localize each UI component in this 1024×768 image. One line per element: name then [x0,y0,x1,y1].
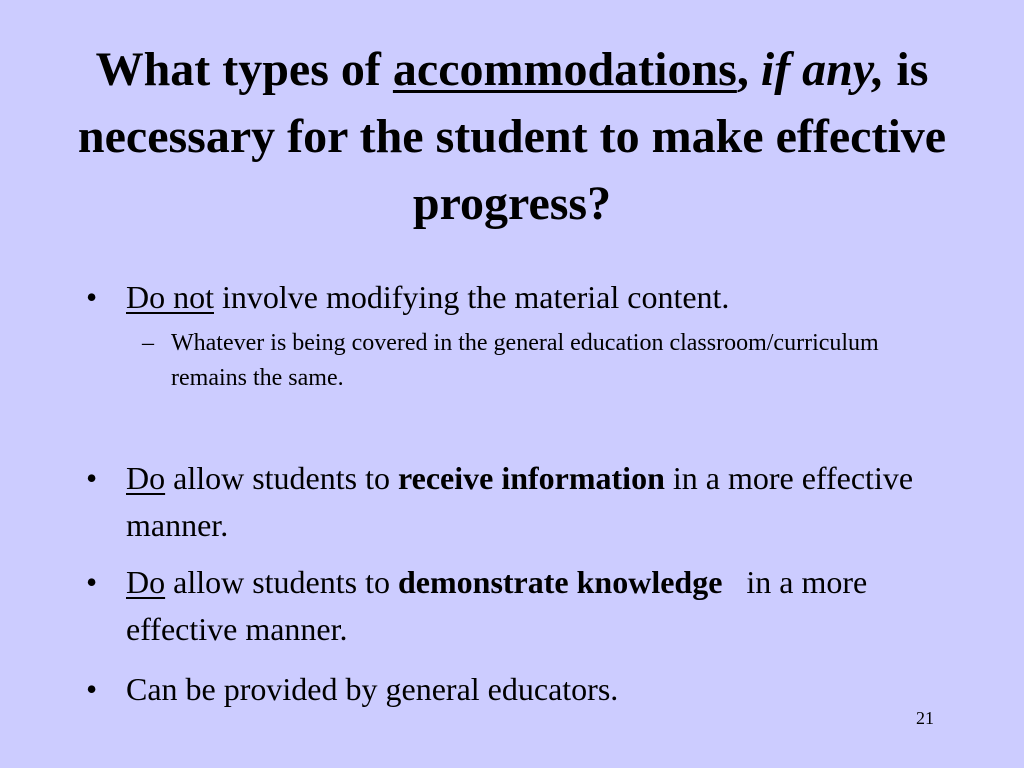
title-part-1: What types of [95,43,393,96]
title-underlined-word: accommodations [392,43,737,96]
bullet-item-1 [86,274,946,321]
title-part-2: , [736,43,761,96]
title-part-3: is necessary for the student to make effective progress? [77,43,947,230]
bullet-underlined: Do [126,460,166,496]
bullet-marker: • [86,279,98,315]
page-number: 21 [916,708,934,728]
bullet-underlined: Do not [126,279,214,315]
bullet-item-3 [86,559,946,653]
slide-title [60,36,964,237]
bullet-text [126,559,946,653]
bullet-text-after-bold: in a more effective manner. [126,564,876,647]
sub-bullet-marker: – [142,330,154,356]
title-italic-phrase: if any, [760,43,885,96]
bullet-text-before-bold: allow students to [165,460,398,496]
bullet-underlined: Do [126,564,166,600]
bullet-item-4 [86,666,946,713]
bullet-bold-phrase: receive information [397,460,665,496]
bullet-marker: • [86,671,98,707]
bullet-bold-phrase: demonstrate knowledge [397,564,723,600]
bullet-marker: • [86,460,98,496]
bullet-text-before-bold: allow students to [165,564,398,600]
bullet-text [126,455,946,549]
bullet-marker: • [86,564,98,600]
bullet-text-after-bold: in a more effective manner. [126,460,914,543]
bullet-text [126,274,946,321]
sub-bullet-item [142,326,902,396]
bullet-text: Can be provided by general educators. [126,671,619,707]
bullet-rest: involve modifying the material content. [214,279,730,315]
bullet-item-2 [86,455,946,549]
sub-bullet-text: Whatever is being covered in the general education classroom/curriculum remains the same. [171,330,879,391]
